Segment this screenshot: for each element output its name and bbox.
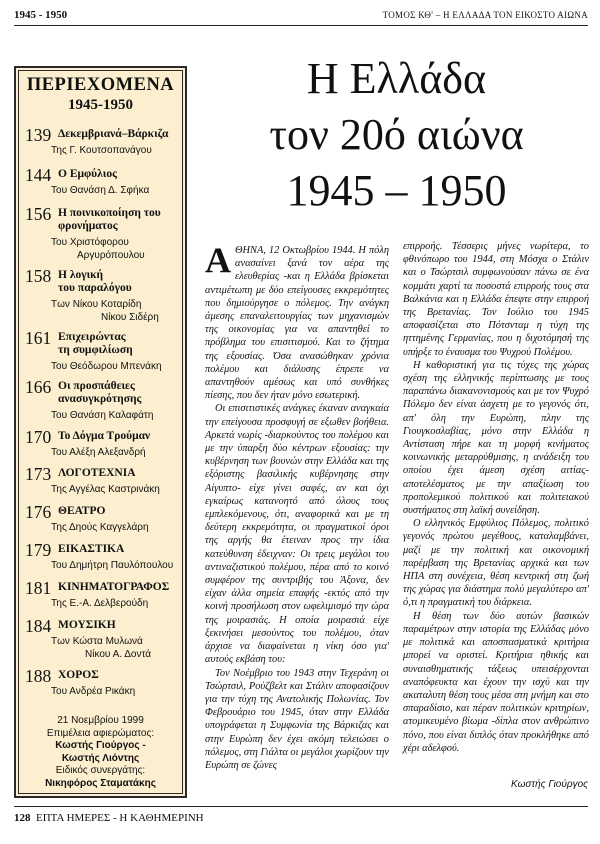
entry-title: ΚΙΝΗΜΑΤΟΓΡΑΦΟΣ — [58, 581, 170, 593]
entry-title: Δεκεμβριανά–Βάρκιζα — [58, 128, 169, 140]
entry-title: Η ποινικοποίηση του — [58, 207, 161, 219]
article-paragraph: Η θέση των δύο αυτών βασικών παραμέτρων στην ιστορία της Ελλάδας μόνο με πολιτικά και αποσπασματικά κριτήρια μπορεί να οριστεί. Κριτήρια ηθικής και συναισθηματικής τάξεως υπεισέρχονται αναπόφευκτα και έχουν την ισχύ και την ακαταλυτη θέση τους μέσα στη μνήμη και στο σπαραδίσιο, και πέραν πολιτικών κριτηρίων, ατομικευμένο βίωμα -δίπλα στον ανθρώπινο πόνο, που είναι διπλός όταν προκλήθηκε από χέρι αδελφού. — [403, 610, 589, 754]
article-column-left — [205, 240, 389, 772]
entry-title-continued: φρονήματος — [58, 220, 118, 232]
entry-author: Της Ε.-Α. Δελβερούδη — [51, 598, 149, 609]
publication-name: ΕΠΤΑ ΗΜΕΡΕΣ - Η ΚΑΘΗΜΕΡΙΝΗ — [36, 812, 204, 824]
entry-author-continued: Νίκου Α. Δοντά — [85, 649, 152, 660]
contents-years: 1945-1950 — [68, 97, 133, 113]
entry-page-number: 144 — [25, 165, 52, 185]
article-paragraph: Τον Νοέμβριο του 1943 στην Τεχεράνη οι Τσώρτσιλ, Ρούζβελτ και Στάλιν αποφασίζουν για την τύχη της Ανατολικής Πολωνίας. Τον Φεβρουάριο του 1945, όταν στην Ελλάδα υπογράφεται η Συμφωνία της Βάρκιζας και στην Ευρώπη δεν έχει ακόμη τελειώσει ο πόλεμος, στη Γιάλτα οι μεγάλοι χωρίζουν την Ευρώπη σε ζώνες — [205, 667, 389, 771]
entry-author: Των Κώστα Μυλωνά — [51, 636, 143, 647]
article-paragraph: Οι επισιτιστικές ανάγκες έκαναν αναγκαία την επείγουσα προσφυγή σε εξωθεν βοήθεια. Αρκετά νωρίς -διαρκούντος του πολέμου και με την ύπαρξη δύο κέντρων εξουσίας: την κυβέρνηση των βουνών στην Ελλάδα και της εξόριστης βασιλικής κυβέρνησης στην Αίγυπτο- είχε γίνει σαφές, αν και όχι εγκαίρως κατανοητό από όλους τους εμπλεκόμενους, ότι, αναφορικά και με τη δεύτερη εκκρεμότητα, οι πραγματικοί όροι της αργής θα έτειναν προς την ίδια κατεύθυνση έδειχναν: Οι τρεις μεγάλοι του αντιναζιστικού πολέμου, πέρα από το κοινό συμφέρον της συντριβής του Άξονα, δεν είχαν άλλα σημεία επαφής -εκτός από την κοινή προσήλωση στον ωφελιμισμό την ώρα της μοιρασιάς. Η οποία μοιρασιά είχε ξεκινήσει μεσούντος του πολέμου, όταν άρχισε να διαφαίνεται η νίκη όσο για' αυτούς εκβάση του: — [205, 403, 389, 666]
contents-title: ΠΕΡΙΕΧΟΜΕΝΑ — [26, 75, 175, 95]
editors-name-continued: Κωστής Λιόντης — [61, 752, 140, 764]
entry-title: Η λογική — [58, 269, 104, 281]
entry-page-number: 170 — [25, 427, 52, 447]
header-series-title: ΤΟΜΟΣ ΚΘ' – Η ΕΛΛΑΔΑ ΤΟΝ ΕΙΚΟΣΤΟ ΑΙΩΝΑ — [382, 10, 588, 20]
article-paragraph: Η καθοριστική για τις τύχες της χώρας σχέση της ελληνικής περίπτωσης με τους παραπάνω διακανονισμούς και με τον Ψυχρό Πόλεμο δεν είναι άσχετη με το γεγονός ότι, απ' όλη την Ευρώπη, πλην της Γιουγκοσλαβίας, μόνο στην Ελλάδα η Αντίσταση πήρε και τη μορφή κινήματος κοινωνικής μεταρρύθμισης, η ανάδειξη του οποίου έχει άμεση σχέση αιτίας-αποτελέσματος με την απαξίωση του προπολεμικού πολιτικού και πολιτειακού συστήματος στη λαϊκή συνείδηση. — [403, 359, 589, 517]
entry-title: ΕΙΚΑΣΤΙΚΑ — [58, 543, 125, 555]
entry-author-continued: Αργυρόπουλου — [77, 250, 145, 261]
entry-title: ΧΟΡΟΣ — [58, 669, 99, 681]
title-line: 1945 – 1950 — [286, 166, 507, 215]
contents-box — [14, 66, 187, 798]
article-paragraph-text: ΘΗΝΑ, 12 Οκτωβρίου 1944. Η πόλη ανασαίνει ξανά τον αέρα της ελευθερίας -και η Ελλάδα βρίσκεται αντιμέτωπη με δύο επείγουσες εκκρεμότητες που δημιούργησε ο πόλεμος. Την ανάγκη άμεσης επαναλειτουργίας των μηχανισμών της οικονομίας για να απαντηθεί το πρόβλημα του επισιτισμού. Και το ζήτημα της εξουσίας. Όσα ανασώθηκαν χρόνια πολέμου και διάλυσης έπρεπε να απαντηθούν αμέσως και υπό συνθήκες πίεσης, που δεν ήταν μόνο εσωτερική. — [205, 245, 389, 402]
page-title — [205, 52, 588, 220]
article-paragraph — [205, 240, 389, 402]
header-section-years: 1945 - 1950 — [14, 9, 68, 21]
entry-author: Του Χριστόφορου — [51, 237, 129, 248]
entry-page-number: 156 — [25, 204, 52, 224]
page-footer — [14, 812, 204, 824]
entry-page-number: 173 — [25, 464, 52, 484]
entry-author: Του Θανάση Δ. Σφήκα — [51, 185, 150, 196]
entry-title-continued: ανασυγκρότησης — [58, 393, 142, 405]
entry-author: Του Θανάση Καλαφάτη — [51, 410, 154, 421]
entry-page-number: 188 — [25, 666, 52, 686]
title-line: Η Ελλάδα — [306, 54, 487, 103]
header-divider — [14, 25, 588, 26]
entry-page-number: 161 — [25, 328, 52, 348]
entry-title: ΘΕΑΤΡΟ — [58, 505, 106, 517]
entry-title: ΜΟΥΣΙΚΗ — [58, 619, 116, 631]
entry-page-number: 181 — [25, 578, 52, 598]
entry-author: Του Θεόδωρου Μπενάκη — [51, 361, 162, 372]
entry-author: Της Δηούς Καγγελάρη — [51, 522, 149, 533]
entry-page-number: 184 — [25, 616, 52, 636]
entry-title: Ο Εμφύλιος — [58, 168, 117, 180]
drop-cap: Α — [205, 240, 231, 280]
entry-title-continued: του παραλόγου — [58, 282, 132, 294]
editors-name: Κωστής Γιούργος - — [55, 740, 146, 751]
contributor-label: Ειδικός συνεργάτης: — [55, 765, 146, 776]
entry-author: Των Νίκου Κοταρίδη — [51, 299, 142, 310]
entry-page-number: 158 — [25, 266, 52, 286]
entry-author: Της Γ. Κουτσοπανάγου — [51, 145, 152, 156]
footer-divider — [14, 806, 588, 807]
entry-author: Του Αλέξη Αλεξανδρή — [51, 447, 146, 458]
contributor-name: Νικηφόρος Σταματάκης — [45, 777, 156, 789]
article-paragraph: επιρροής. Τέσσερις μήνες νωρίτερα, το φθινόπωρο του 1944, στη Μόσχα ο Στάλιν και ο Τσώρτσιλ συμφωνούσαν πάνω σε ένα κομμάτι χαρτί τα ποσοστά επιρροής τους στα Βαλκάνια και η Ελλάδα έπεφτε στην επιρροή της Βρετανίας. Τον Ιούλιο του 1945 αποφασίζεται στο Πότσνταμ η τύχη της ηττημένης Γερμανίας, που η διχοτόμησή της υπήρξε το έναυσμα του Ψυχρού Πολέμου. — [403, 241, 589, 358]
issue-date: 21 Νοεμβρίου 1999 — [57, 715, 144, 726]
entry-page-number: 176 — [25, 502, 52, 522]
entry-page-number: 179 — [25, 540, 52, 560]
contents-credits — [16, 715, 185, 790]
article-paragraph: Ο ελληνικός Εμφύλιος Πόλεμος, πολιτικό γεγονός πρώτου μεγέθους, καταλαμβάνει, μαζί με την πολιτική και οικονομική παρέμβαση της Βρετανίας αρχικά και των ΗΠΑ στη συνέχεια, θέση κεντρική στη ζωή της χώρας για διάστημα πολύ μεγαλύτερο απ' ό,τι η πραγματική του διάρκεια. — [403, 518, 589, 609]
entry-page-number: 166 — [25, 377, 52, 397]
article-column-right — [403, 240, 589, 755]
editors-label: Επιμέλεια αφιερώματος: — [46, 727, 155, 739]
author-signature: Κωστής Γιούργος — [511, 779, 588, 790]
entry-title: Οι προσπάθειες — [58, 380, 135, 392]
title-line: τον 20ό αιώνα — [269, 110, 524, 159]
page-number: 128 — [14, 812, 31, 824]
entry-author: Του Ανδρέα Ρικάκη — [51, 686, 136, 697]
entry-title: Το Δόγμα Τρούμαν — [58, 430, 151, 442]
entry-author: Της Αγγέλας Καστρινάκη — [51, 484, 160, 495]
entry-author: Του Δημήτρη Παυλόπουλου — [51, 560, 174, 571]
entry-page-number: 139 — [25, 125, 52, 145]
entry-title-continued: τη συμφιλίωση — [58, 344, 133, 356]
entry-author-continued: Νίκου Σιδέρη — [101, 312, 159, 323]
entry-title: ΛΟΓΟΤΕΧΝΙΑ — [58, 467, 136, 479]
entry-title: Επιχειρώντας — [58, 331, 126, 343]
